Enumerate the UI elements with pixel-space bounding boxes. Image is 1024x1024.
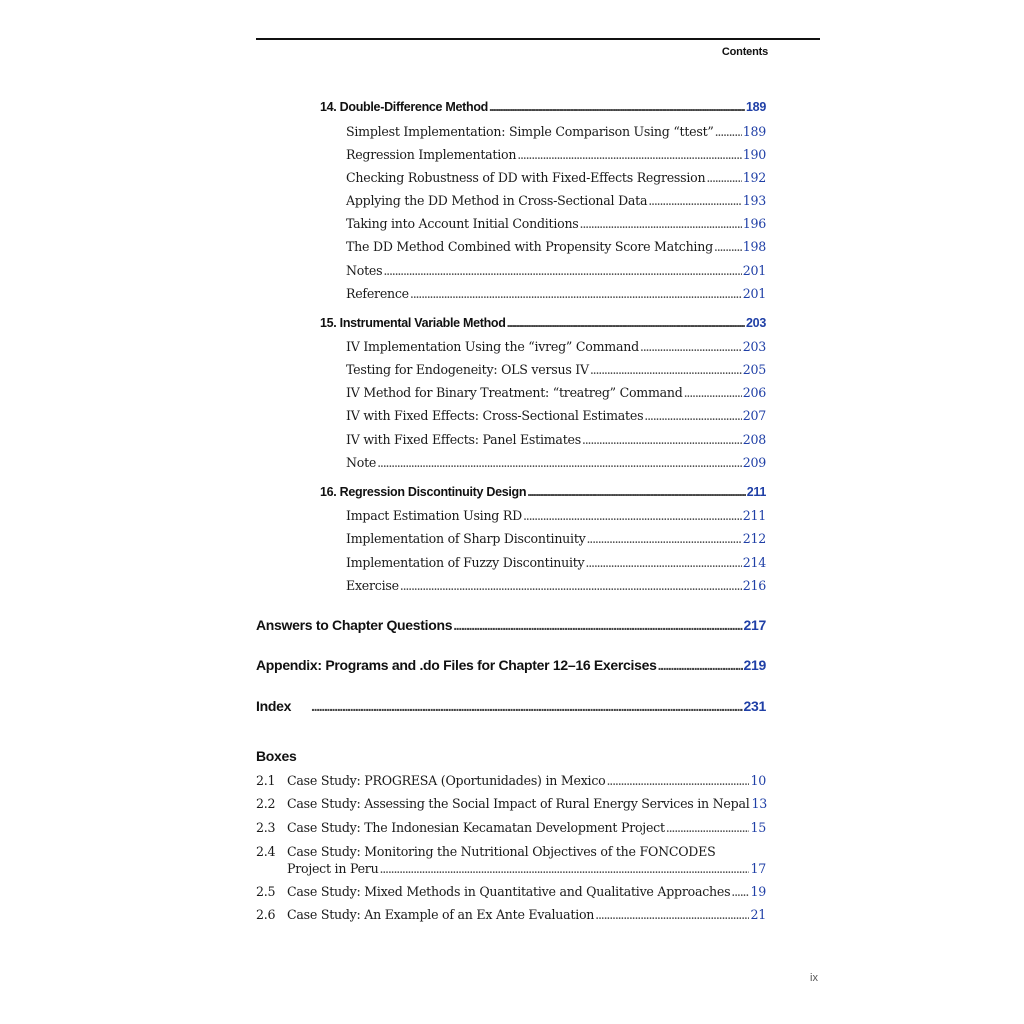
section-title: IV Method for Binary Treatment: “treatreg” Command <box>346 385 683 400</box>
section-entry[interactable] <box>346 124 766 139</box>
dot-leader <box>587 531 742 546</box>
running-head: Contents <box>721 46 768 58</box>
dot-leader <box>585 555 741 570</box>
section-title: Impact Estimation Using RD <box>346 508 522 523</box>
page-number: 10 <box>750 773 766 788</box>
box-title: Case Study: PROGRESA (Oportunidades) in Mexico <box>287 773 606 788</box>
entry-title: Index <box>256 698 292 714</box>
answers-entry[interactable] <box>256 617 766 633</box>
page-number: 19 <box>750 884 766 899</box>
dot-leader <box>582 432 742 447</box>
chapter-15-entry[interactable] <box>320 316 766 330</box>
section-title: Implementation of Sharp Discontinuity <box>346 531 586 546</box>
box-title: Case Study: An Example of an Ex Ante Evaluation <box>287 907 595 922</box>
chapter-title: 15. Instrumental Variable Method <box>320 316 506 330</box>
section-entry[interactable] <box>346 455 766 470</box>
dot-leader <box>523 508 742 523</box>
box-entry[interactable] <box>256 773 766 788</box>
section-entry[interactable] <box>346 578 766 593</box>
entry-title: Appendix: Programs and .do Files for Chapter 12–16 Exercises <box>256 657 657 673</box>
dot-leader <box>580 216 742 231</box>
page-number: 207 <box>742 408 766 423</box>
box-number: 2.6 <box>256 907 276 922</box>
box-entry[interactable] <box>256 796 766 811</box>
section-entry[interactable] <box>346 508 766 523</box>
dot-leader <box>648 193 741 208</box>
box-number: 2.3 <box>256 820 276 835</box>
index-entry[interactable] <box>256 698 766 714</box>
dot-leader <box>489 100 745 114</box>
dot-leader <box>595 907 749 922</box>
dot-leader <box>715 124 742 139</box>
section-title: Regression Implementation <box>346 147 517 162</box>
section-title: Taking into Account Initial Conditions <box>346 216 579 231</box>
page-number: 192 <box>742 170 766 185</box>
box-entry[interactable] <box>256 884 766 899</box>
page-number: 196 <box>742 216 766 231</box>
section-title: Reference <box>346 286 409 301</box>
section-title: Simplest Implementation: Simple Comparison Using “ttest” <box>346 124 714 139</box>
section-entry[interactable] <box>346 385 766 400</box>
box-number: 2.2 <box>256 796 276 811</box>
page-number: 206 <box>742 385 766 400</box>
entry-title: Answers to Chapter Questions <box>256 617 453 633</box>
section-entry[interactable] <box>346 339 766 354</box>
section-title: Implementation of Fuzzy Discontinuity <box>346 555 585 570</box>
section-entry[interactable] <box>346 432 766 447</box>
dot-leader <box>731 884 749 899</box>
section-entry[interactable] <box>346 263 766 278</box>
dot-leader <box>400 578 742 593</box>
page-number: 217 <box>743 617 766 633</box>
dot-leader <box>666 820 750 835</box>
page-number: 201 <box>742 263 766 278</box>
dot-leader <box>507 316 745 330</box>
page-number: 231 <box>743 698 766 714</box>
section-title: Testing for Endogeneity: OLS versus IV <box>346 362 589 377</box>
dot-leader <box>706 170 741 185</box>
page-number: 216 <box>742 578 766 593</box>
page-number: 205 <box>742 362 766 377</box>
dot-leader <box>658 657 743 673</box>
page-number: 208 <box>742 432 766 447</box>
dot-leader <box>590 362 742 377</box>
appendix-entry[interactable] <box>256 657 766 673</box>
page-number: 203 <box>746 316 766 330</box>
page-folio: ix <box>810 972 818 984</box>
page-number: 219 <box>743 657 766 673</box>
box-entry[interactable] <box>256 820 766 835</box>
page-number: 17 <box>750 861 766 876</box>
box-title: Case Study: The Indonesian Kecamatan Development Project <box>287 820 665 835</box>
page-number: 211 <box>742 508 766 523</box>
box-title: Case Study: Mixed Methods in Quantitative and Qualitative Approaches <box>287 884 731 899</box>
dot-leader <box>377 455 742 470</box>
page-number: 190 <box>742 147 766 162</box>
section-title: IV with Fixed Effects: Panel Estimates <box>346 432 581 447</box>
section-title: Notes <box>346 263 383 278</box>
box-entry[interactable] <box>256 907 766 922</box>
page-number: 189 <box>746 100 766 114</box>
chapter-title: 16. Regression Discontinuity Design <box>320 485 527 499</box>
section-entry[interactable] <box>346 193 766 208</box>
dot-leader <box>517 147 742 162</box>
page-number: 211 <box>746 485 766 499</box>
dot-leader <box>379 861 749 876</box>
page-number: 203 <box>742 339 766 354</box>
dot-leader <box>410 286 742 301</box>
chapter-16-entry[interactable] <box>320 485 766 499</box>
dot-leader <box>684 385 742 400</box>
section-entry[interactable] <box>346 239 766 254</box>
boxes-heading: Boxes <box>256 748 297 764</box>
page-number: 189 <box>742 124 766 139</box>
section-entry[interactable] <box>346 531 766 546</box>
page-number: 198 <box>742 239 766 254</box>
section-title: Exercise <box>346 578 399 593</box>
box-number: 2.4 <box>256 844 276 859</box>
box-number: 2.5 <box>256 884 276 899</box>
box-entry[interactable] <box>256 844 766 880</box>
dot-leader <box>640 339 742 354</box>
section-title: The DD Method Combined with Propensity Score Matching <box>346 239 713 254</box>
dot-leader <box>606 773 749 788</box>
box-title-continued: Project in Peru <box>287 861 379 876</box>
dot-leader <box>527 485 746 499</box>
section-title: Checking Robustness of DD with Fixed-Effects Regression <box>346 170 706 185</box>
section-title: Applying the DD Method in Cross-Sectional Data <box>346 193 648 208</box>
box-number: 2.1 <box>256 773 276 788</box>
section-entry[interactable] <box>346 555 766 570</box>
section-entry[interactable] <box>346 216 766 231</box>
dot-leader <box>383 263 741 278</box>
page-number: 193 <box>742 193 766 208</box>
top-rule <box>256 38 820 40</box>
page-number: 209 <box>742 455 766 470</box>
chapter-title: 14. Double-Difference Method <box>320 100 489 114</box>
page-number: 214 <box>742 555 766 570</box>
section-entry[interactable] <box>346 147 766 162</box>
section-entry[interactable] <box>346 408 766 423</box>
section-title: Note <box>346 455 377 470</box>
dot-leader <box>644 408 741 423</box>
page-number: 201 <box>742 286 766 301</box>
page-number: 13 <box>751 796 768 811</box>
section-title: IV with Fixed Effects: Cross-Sectional Estimates <box>346 408 644 423</box>
section-title: IV Implementation Using the “ivreg” Command <box>346 339 639 354</box>
page-number: 212 <box>742 531 766 546</box>
box-title: Case Study: Assessing the Social Impact of Rural Energy Services in Nepal <box>287 796 750 811</box>
section-entry[interactable] <box>346 170 766 185</box>
dot-leader <box>453 617 742 633</box>
page-number: 15 <box>750 820 766 835</box>
section-entry[interactable] <box>346 362 766 377</box>
dot-leader <box>714 239 742 254</box>
box-title: Case Study: Monitoring the Nutritional Objectives of the FONCODES <box>287 844 716 859</box>
dot-leader <box>311 698 742 714</box>
section-entry[interactable] <box>346 286 766 301</box>
page-number: 21 <box>750 907 766 922</box>
chapter-14-entry[interactable] <box>320 100 766 114</box>
